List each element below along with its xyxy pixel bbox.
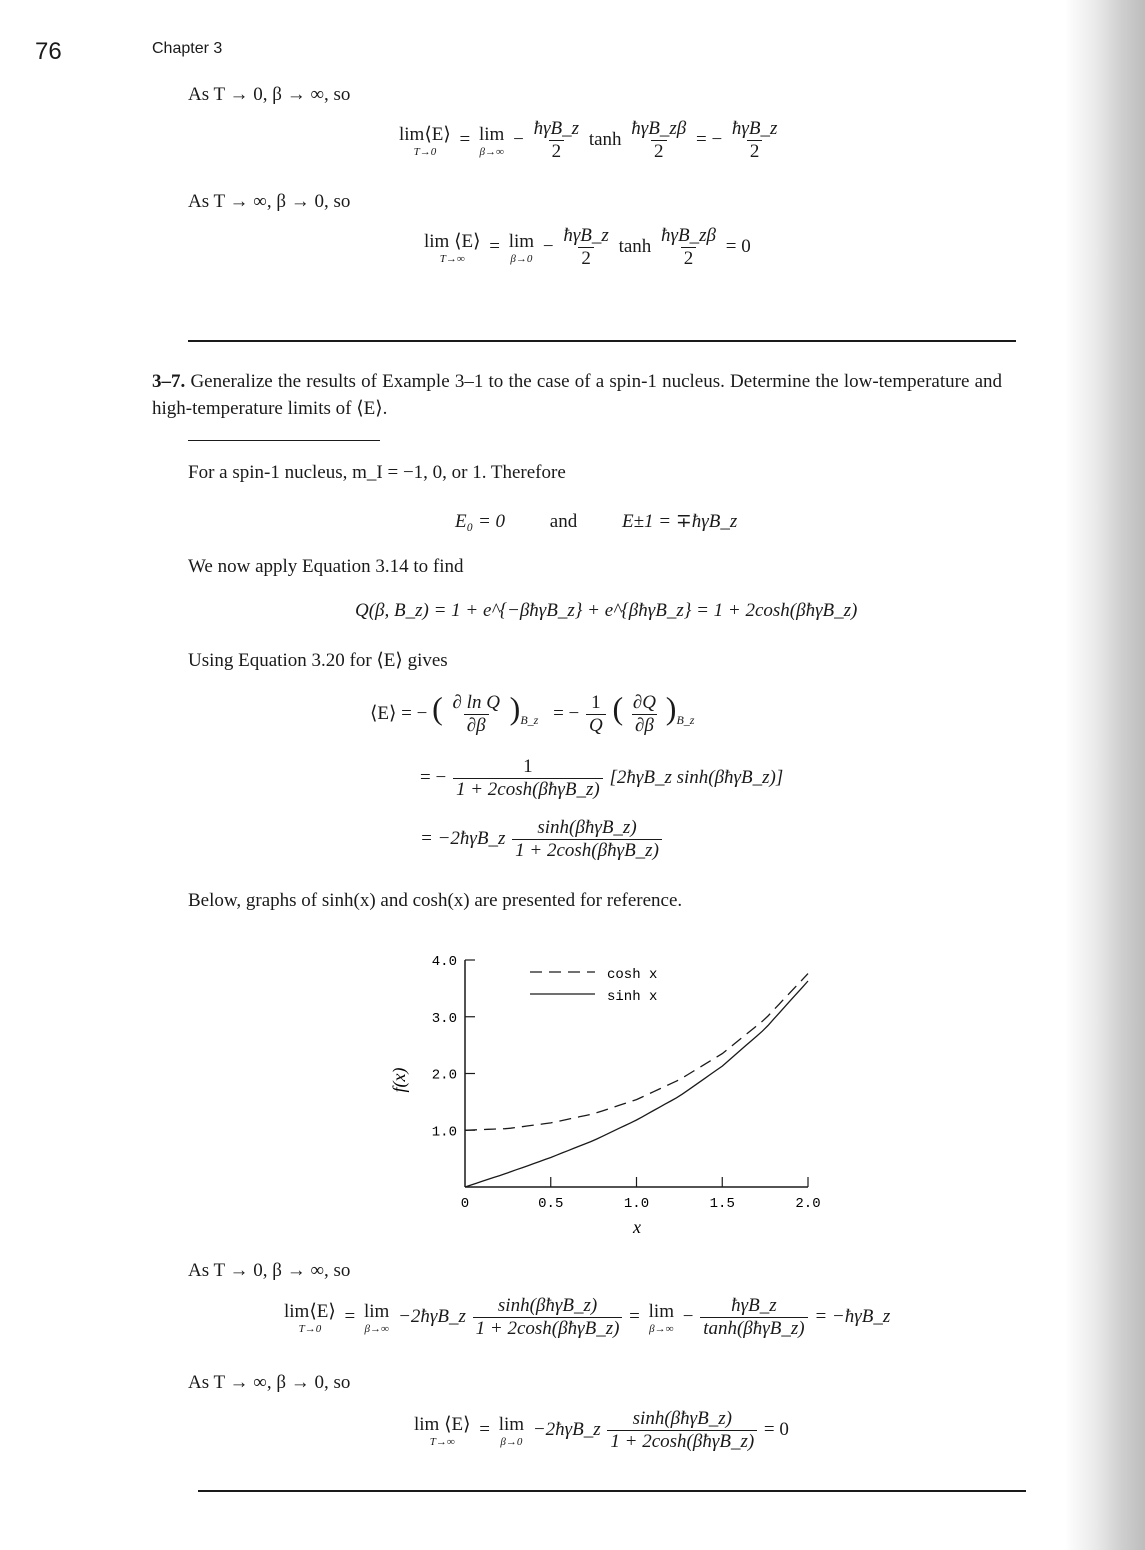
solution-line-3: Using Equation 3.20 for ⟨E⟩ gives [188,650,448,671]
energy-levels: E₀ = 0 and E±1 = ∓ħγB_z [455,511,738,532]
problem-text: Generalize the results of Example 3–1 to the case of a spin-1 nucleus. Determine the low-temperature and high-temperature limits of ⟨E⟩. [152,371,1002,419]
sinh-cosh-chart [385,940,845,1240]
lim-operator: lim β→∞ [479,123,505,158]
chapter-label: Chapter 3 [152,40,223,57]
energy-derivation-2: = − $\frac{1}{\text{1 + 2cosh(βħγB\_z)}}$ [2ħγB_z sinh(βħγB_z)] [420,756,784,800]
x-tick-label: 0.5 [538,1196,564,1212]
solution-line-4: Below, graphs of sinh(x) and cosh(x) are presented for reference. [188,890,683,911]
energy-derivation-1: ⟨E⟩ = − ( $\frac{\text{∂ ln Q}}{\partial\beta}$ )$_{B\_z}$ = − $\frac{1}{Q}$ ( $\frac{\partial Q}{\partial\beta}$ )$_{B\_z}$ [370,690,695,737]
lim-lhs: lim⟨E⟩ T→0 [399,124,451,158]
section-divider [188,340,1016,342]
y-axis-label: f(x) [389,1067,409,1093]
limit-high-equation: lim ⟨E⟩ T→∞ = lim β→0 −2ħγB_z $\frac{\text{sinh(βħγB\_z)}}{\text{1 + 2cosh(βħγB\_z)}}$ = 0 [414,1408,789,1452]
solution-line-2: We now apply Equation 3.14 to find [188,556,464,577]
legend-sinh-label: sinh x [607,989,658,1005]
lim-lhs: lim ⟨E⟩ T→∞ [424,231,481,265]
y-tick-label: 3.0 [431,1010,457,1027]
limit-intro-high: As T → ∞, β → 0, so [188,1372,351,1393]
y-tick-label: 2.0 [431,1067,457,1084]
problem-number: 3–7. [152,371,186,392]
fraction: $\frac{\text{ħγB\_z}}{2}$ [731,118,778,162]
sinh-series-line [465,981,808,1187]
x-tick-label: 1.0 [623,1196,650,1212]
y-tick-label: 4.0 [431,954,457,970]
intro-low-temp: As T → 0, β → ∞, so [188,84,351,105]
fraction: $\frac{\text{ħγB\_z}}{2}$ [533,118,580,162]
lim-operator: lim β→0 [508,230,535,265]
solution-line-1: For a spin-1 nucleus, m_I = −1, 0, or 1. Therefore [188,462,566,483]
legend-cosh-label: cosh x [607,967,658,983]
page-edge-shadow [1065,0,1145,1550]
problem-statement [152,368,1002,422]
intro-high-temp: As T → ∞, β → 0, so [188,191,351,212]
fraction: $\frac{\text{ħγB\_zβ}}{2}$ [631,118,687,162]
page-number: 76 [35,38,62,65]
limit-intro-low: As T → 0, β → ∞, so [188,1260,351,1281]
energy-derivation-3: = −2ħγB_z $\frac{\text{sinh(βħγB\_z)}}{\text{1 + 2cosh(βħγB\_z)}}$ [420,817,664,862]
fraction: $\frac{\text{ħγB\_zβ}}{2}$ [661,225,716,269]
partition-function: Q(β, B_z) = 1 + e^{−βħγB_z} + e^{βħγB_z} = 1 + 2cosh(βħγB_z) [355,600,858,621]
bottom-divider [198,1490,1026,1492]
y-tick-label: 1.0 [431,1124,457,1141]
x-tick-label: 1.5 [709,1196,735,1212]
limit-low-equation: lim⟨E⟩ T→0 = lim β→∞ −2ħγB_z $\frac{\text{sinh(βħγB\_z)}}{\text{1 + 2cosh(βħγB\_z)}}$ = lim β→∞ − $\frac{\text{ħγB\_z}}{\text{tanh(βħγB\_z)}}$ = −ħγB_z [284,1295,891,1339]
x-axis-label: x [633,1217,641,1237]
x-tick-label: 2.0 [795,1196,821,1212]
solution-divider [188,440,380,441]
equation-low-limit: lim⟨E⟩ T→0 = lim β→∞ − $\frac{\text{ħγB\_z}}{2}$ tanh $\frac{\text{ħγB\_zβ}}{2}$ = − $\frac{\text{ħγB\_z}}{2}$ [395,118,782,163]
fraction: $\frac{\text{ħγB\_z}}{2}$ [563,225,609,269]
equation-high-limit: lim ⟨E⟩ T→∞ = lim β→0 − $\frac{\text{ħγB\_z}}{2}$ tanh $\frac{\text{ħγB\_zβ}}{2}$ = 0 [424,225,751,269]
x-tick-label: 0 [460,1196,470,1212]
